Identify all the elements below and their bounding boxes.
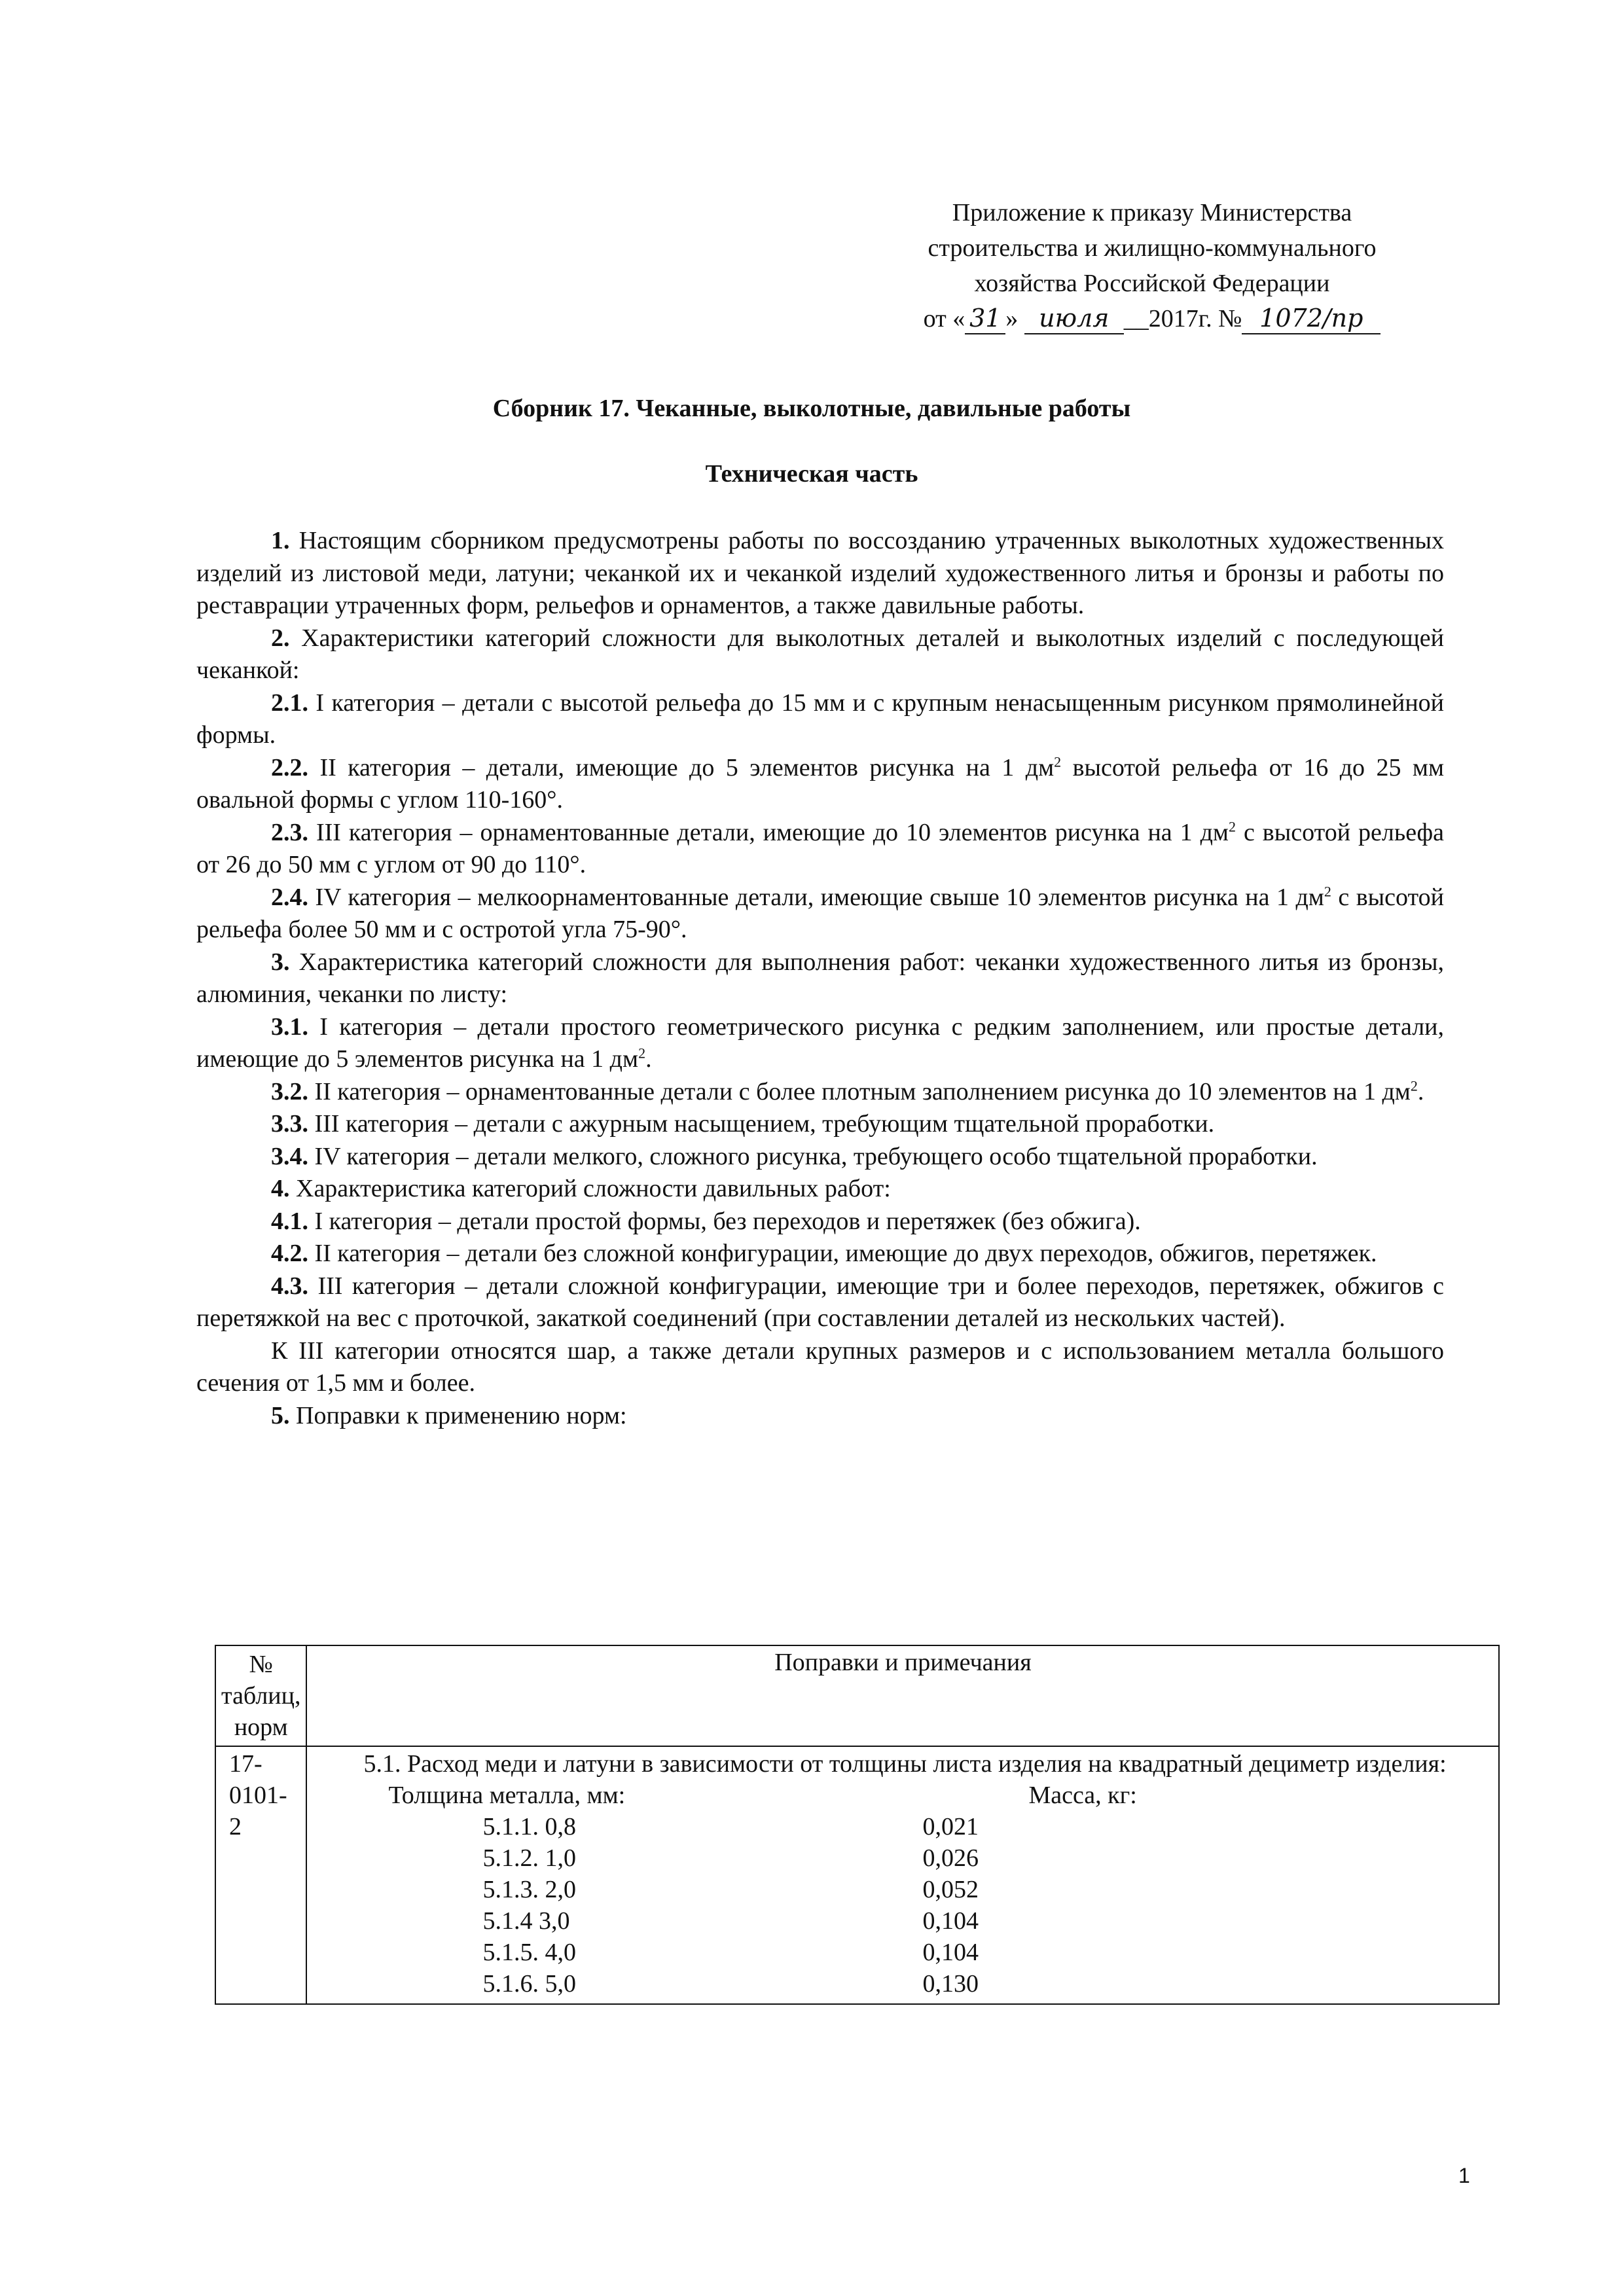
handwritten-day: 31: [965, 303, 1005, 334]
mass-value: 0,021: [922, 1813, 979, 1840]
norms-corrections-table: [215, 1645, 1500, 2005]
paragraph-number: 4.2.: [271, 1240, 308, 1267]
mass-value: 0,026: [922, 1844, 979, 1872]
paragraph-number: 2.: [271, 624, 290, 652]
paragraph-number: 5.: [271, 1401, 290, 1429]
sub-table-row: [319, 1842, 1487, 1874]
thickness-value: 5.1.3. 2,0: [482, 1876, 576, 1903]
paragraph-2-3: 2.3. III категория – орнаментованные детали, имеющие до 10 элементов рисунка на 1 $дм^2$ с высотой рельефа от 26 до 50 мм с углом от 90 до 110°.: [196, 817, 1445, 878]
paragraph-2: 2. Характеристики категорий сложности для выколотных деталей и выколотных изделий с последующей чеканкой:: [196, 624, 1444, 684]
paragraph-number: 3.4.: [271, 1142, 308, 1170]
paragraph-2-2: 2.2. II категория – детали, имеющие до 5 элементов рисунка на 1 $дм^2$ высотой рельефа от 16 до 25 мм овальной формы с углом 110-160°.: [196, 753, 1444, 814]
paragraph-5: 5. Поправки к применению норм:: [271, 1401, 627, 1429]
thickness-value: 5.1.6. 5,0: [482, 1970, 576, 1998]
paragraph-3-2: 3.2. II категория – орнаментованные детали с более плотным заполнением рисунка до 10 элементов на 1 $дм^2$.: [271, 1077, 1424, 1105]
mass-header: Масса, кг:: [1028, 1782, 1137, 1809]
paragraph-number: 3.1.: [271, 1013, 308, 1041]
thickness-value: 5.1.5. 4,0: [482, 1939, 576, 1966]
paragraph-3-3: 3.3. III категория – детали с ажурным насыщением, требующим тщательной проработки.: [271, 1110, 1215, 1138]
thickness-value: 5.1.1. 0,8: [482, 1813, 576, 1840]
paragraph-3-1: 3.1. I категория – детали простого геометрического рисунка с редким заполнением, или простые детали, имеющие до 5 элементов рисунка на 1 $дм^2$.: [196, 1013, 1444, 1073]
mass-value: 0,104: [922, 1939, 979, 1966]
date-prefix: от «: [923, 305, 965, 332]
paragraph-number: 2.2.: [271, 753, 308, 781]
paragraph-2-1: 2.1. I категория – детали с высотой рельефа до 15 мм и с крупным ненасыщенным рисунком прямолинейной формы.: [196, 689, 1444, 749]
paragraph-number: 1.: [271, 527, 290, 554]
corrections-cell: [306, 1746, 1499, 2004]
paragraph-number: 3.: [271, 948, 290, 976]
paragraph-4-2: 4.2. II категория – детали без сложной конфигурации, имеющие до двух переходов, обжигов, перетяжек.: [271, 1240, 1377, 1267]
sub-table-header: [319, 1780, 1487, 1811]
paragraph-4: 4. Характеристика категорий сложности давильных работ:: [271, 1175, 891, 1202]
sub-table-row: [319, 1905, 1487, 1937]
sub-table-row: [319, 1811, 1487, 1842]
correction-5-1-text: 5.1. Расход меди и латуни в зависимости от толщины листа изделия на квадратный дециметр изделия:: [363, 1750, 1447, 1778]
column-header-corrections: Поправки и примечания: [306, 1645, 1499, 1746]
thickness-value: 5.1.2. 1,0: [482, 1844, 576, 1872]
date-mid: »: [1005, 305, 1019, 332]
header-line-3: хозяйства Российской Федерации: [974, 270, 1330, 297]
table-header-row: [215, 1645, 1499, 1746]
handwritten-order-number: 1072/пр: [1242, 303, 1380, 334]
paragraph-2-4: 2.4. IV категория – мелкоорнаментованные детали, имеющие свыше 10 элементов рисунка на 1 $дм^2$ с высотой рельефа более 50 мм и с остротой угла 75-90°.: [196, 882, 1444, 943]
sub-table-row: [319, 1874, 1487, 1905]
paragraph-3-4: 3.4. IV категория – детали мелкого, сложного рисунка, требующего особо тщательной проработки.: [271, 1142, 1318, 1170]
paragraph-1: 1. Настоящим сборником предусмотрены работы по воссозданию утраченных выколотных художественных изделий из листовой меди, латуни; чеканкой их и чеканкой изделий художественного литья и бронзы и работы по реставрации утраченных форм, рельефов и орнаментов, а также давильные работы.: [196, 527, 1444, 619]
mass-value: 0,130: [922, 1970, 979, 1998]
paragraph-4-3: 4.3. III категория – детали сложной конфигурации, имеющие три и более переходов, перетяжек, обжигов с перетяжкой на вес с проточкой, закаткой соединений (при составлении деталей из нескольких частей).: [196, 1272, 1444, 1332]
thickness-value: 5.1.4 3,0: [482, 1907, 570, 1935]
paragraph-number: 2.3.: [271, 818, 308, 846]
technical-part-body: [196, 525, 1444, 1432]
norm-code-cell: 17-0101-2: [215, 1746, 306, 2004]
mass-value: 0,104: [922, 1907, 979, 1935]
page-number: 1: [1458, 2164, 1470, 2187]
handwritten-month: июля: [1024, 303, 1124, 334]
paragraph-number: 3.3.: [271, 1110, 308, 1138]
paragraph-number: 2.4.: [271, 883, 308, 911]
header-line-2: строительства и жилищно-коммунального: [928, 234, 1377, 262]
header-line-1: Приложение к приказу Министерства: [952, 199, 1352, 226]
section-title: Техническая часть: [705, 460, 918, 488]
document-title: Сборник 17. Чеканные, выколотные, давильные работы: [492, 395, 1131, 422]
paragraph-number: 2.1.: [271, 689, 308, 717]
paragraph-number: 4.3.: [271, 1272, 308, 1300]
paragraph-number: 3.2.: [271, 1077, 308, 1105]
sub-table-row: [319, 1937, 1487, 1968]
thickness-header: Толщина металла, мм:: [388, 1782, 626, 1809]
mass-value: 0,052: [922, 1876, 979, 1903]
order-date-line: [924, 301, 1381, 336]
appendix-header: [838, 195, 1466, 336]
paragraph-number: 4.: [271, 1175, 290, 1202]
paragraph-4-note: К III категории относятся шар, а также детали крупных размеров и с использованием металла большого сечения от 1,5 мм и более.: [196, 1336, 1444, 1397]
sub-table-row: [319, 1968, 1487, 2000]
paragraph-4-1: 4.1. I категория – детали простой формы, без переходов и перетяжек (без обжига).: [271, 1207, 1141, 1235]
table-row: [215, 1746, 1499, 2004]
paragraph-3: 3. Характеристика категорий сложности для выполнения работ: чеканки художественного литья из бронзы, алюминия, чеканки по листу:: [196, 948, 1444, 1008]
date-year: __2017г. №: [1123, 305, 1242, 332]
paragraph-number: 4.1.: [271, 1207, 308, 1235]
column-header-table-numbers: № таблиц, норм: [215, 1645, 306, 1746]
